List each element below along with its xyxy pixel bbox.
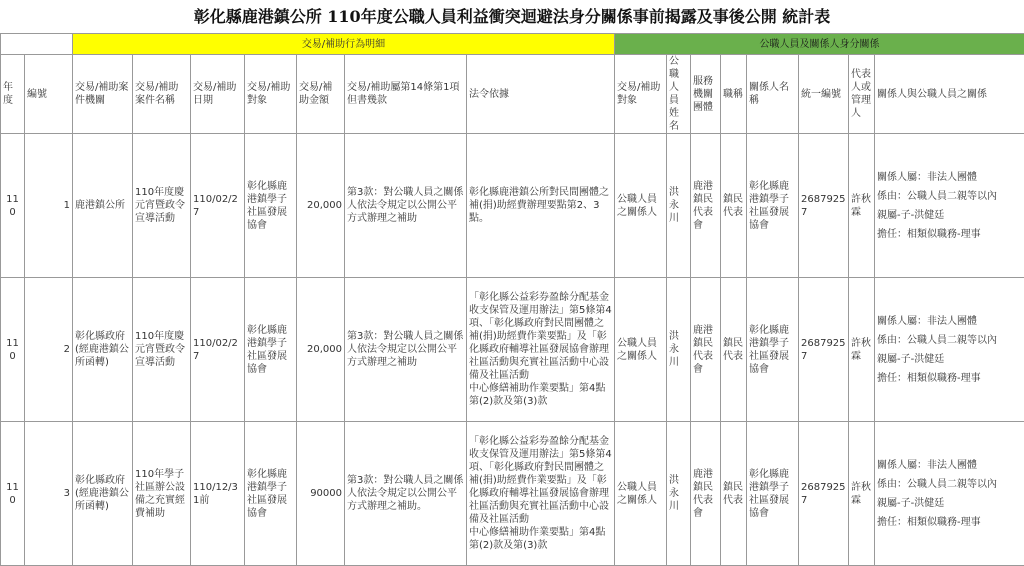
cell-relationship: [875, 278, 1024, 422]
cell-party: 公職人員之關係人: [615, 134, 667, 278]
header-row: [1, 55, 1024, 134]
cell-date: 110/02/27: [191, 278, 245, 422]
cell-representative: 許秋霖: [849, 134, 875, 278]
cell-year: 110: [1, 278, 25, 422]
cell-year: 110: [1, 422, 25, 566]
cell-agency: 彰化縣政府(經鹿港鎮公所函轉): [73, 278, 133, 422]
cell-target: 彰化縣鹿港鎮學子社區發展協會: [245, 278, 297, 422]
cell-party: 公職人員之關係人: [615, 422, 667, 566]
cell-relation-name: 彰化縣鹿港鎮學子社區發展協會: [747, 422, 799, 566]
cell-relationship: [875, 134, 1024, 278]
cell-clause: 第3款：對公職人員之關係人依法令規定以公開公平方式辦理之補助: [345, 134, 467, 278]
legal-basis-text: [469, 134, 612, 277]
cell-case-name: 110年學子社區辦公設備之充實經費補助: [133, 422, 191, 566]
column-header: 服務機關團體: [691, 55, 721, 134]
relationship-line: 關係人屬：非法人團體: [877, 171, 1022, 184]
cell-tax-id: 26879257: [799, 422, 849, 566]
cell-representative: 許秋霖: [849, 278, 875, 422]
relationship-line: 關係人屬：非法人團體: [877, 459, 1022, 472]
cell-legal-basis: [467, 422, 615, 566]
cell-case-name: 110年度慶元宵暨政令宣導活動: [133, 134, 191, 278]
column-header: 編號: [25, 55, 73, 134]
cell-relation-name: 彰化縣鹿港鎮學子社區發展協會: [747, 134, 799, 278]
cell-legal-basis: [467, 278, 615, 422]
cell-date: 110/02/27: [191, 134, 245, 278]
cell-organization: 鹿港鎮民代表會: [691, 422, 721, 566]
cell-legal-basis: [467, 134, 615, 278]
relationship-line: 親屬-子-洪健廷: [877, 497, 1022, 510]
legal-basis-line: 中心修繕補助作業要點」第4點第(2)款及第(3)款: [469, 382, 612, 408]
cell-amount: 90000: [297, 422, 345, 566]
relationship-line: 關係人屬：非法人團體: [877, 315, 1022, 328]
column-header: 公職人員姓名: [667, 55, 691, 134]
column-header: 交易/補助對象: [615, 55, 667, 134]
cell-date: 110/12/31前: [191, 422, 245, 566]
band-blank: [1, 34, 73, 55]
cell-target: 彰化縣鹿港鎮學子社區發展協會: [245, 134, 297, 278]
cell-relationship: [875, 422, 1024, 566]
cell-amount: 20,000: [297, 134, 345, 278]
legal-basis-line: 「彰化縣公益彩券盈餘分配基金收支保管及運用辦法」第5條第4項、「彰化縣政府對民間團體之補(捐)助經費作業要點」及「彰化縣政府輔導社區發展協會辦理社區活動與充實社區活動中心設備及社區活動: [469, 435, 612, 526]
column-header: 交易/補助金額: [297, 55, 345, 134]
column-header: 職稱: [721, 55, 747, 134]
cell-official-name: 洪永川: [667, 278, 691, 422]
cell-amount: 20,000: [297, 278, 345, 422]
relationship-line: 擔任：相類似職務-理事: [877, 372, 1022, 385]
column-header: 交易/補助對象: [245, 55, 297, 134]
cell-case-name: 110年度慶元宵暨政令宣導活動: [133, 278, 191, 422]
cell-official-name: 洪永川: [667, 134, 691, 278]
cell-number: 3: [25, 422, 73, 566]
page-title: 彰化縣鹿港鎮公所 110年度公職人員利益衝突迴避法身分關係事前揭露及事後公開 統計表: [0, 0, 1024, 33]
table-row: [1, 134, 1024, 278]
cell-clause: 第3款：對公職人員之關係人依法令規定以公開公平方式辦理之補助: [345, 278, 467, 422]
cell-target: 彰化縣鹿港鎮學子社區發展協會: [245, 422, 297, 566]
cell-representative: 許秋霖: [849, 422, 875, 566]
cell-clause: 第3款：對公職人員之關係人依法令規定以公開公平方式辦理之補助。: [345, 422, 467, 566]
cell-official-name: 洪永川: [667, 422, 691, 566]
cell-number: 2: [25, 278, 73, 422]
relationship-line: 係由：公職人員二親等以內: [877, 190, 1022, 203]
relationship-line: 親屬-子-洪健廷: [877, 353, 1022, 366]
column-header: 年度: [1, 55, 25, 134]
legal-basis-text: [469, 278, 612, 421]
legal-basis-text: [469, 422, 612, 565]
band-transaction-details: 交易/補助行為明細: [73, 34, 615, 55]
band-relationship: 公職人員及關係人身分關係: [615, 34, 1024, 55]
relationship-line: 係由：公職人員二親等以內: [877, 334, 1022, 347]
cell-agency: 彰化縣政府(經鹿港鎮公所函轉): [73, 422, 133, 566]
cell-agency: 鹿港鎮公所: [73, 134, 133, 278]
column-header: 代表人或管理人: [849, 55, 875, 134]
legal-basis-line: 「彰化縣公益彩券盈餘分配基金收支保管及運用辦法」第5條第4項、「彰化縣政府對民間團體之補(捐)助經費作業要點」及「彰化縣政府輔導社區發展協會辦理社區活動與充實社區活動中心設備及社區活動: [469, 291, 612, 382]
column-header: 關係人名稱: [747, 55, 799, 134]
cell-organization: 鹿港鎮民代表會: [691, 134, 721, 278]
table-body: [1, 134, 1024, 566]
column-header: 法令依據: [467, 55, 615, 134]
legal-basis-line: 彰化縣鹿港鎮公所對民間團體之補(捐)助經費辦理要點第2、3點。: [469, 186, 612, 225]
cell-position: 鎮民代表: [721, 134, 747, 278]
cell-tax-id: 26879257: [799, 134, 849, 278]
relationship-line: 係由：公職人員二親等以內: [877, 478, 1022, 491]
cell-party: 公職人員之關係人: [615, 278, 667, 422]
column-header: 交易/補助日期: [191, 55, 245, 134]
band-row: [1, 34, 1024, 55]
cell-relation-name: 彰化縣鹿港鎮學子社區發展協會: [747, 278, 799, 422]
table-row: [1, 278, 1024, 422]
table-row: [1, 422, 1024, 566]
cell-position: 鎮民代表: [721, 422, 747, 566]
column-header: 交易/補助屬第14條第1項但書幾款: [345, 55, 467, 134]
relationship-line: 擔任：相類似職務-理事: [877, 516, 1022, 529]
cell-year: 110: [1, 134, 25, 278]
cell-organization: 鹿港鎮民代表會: [691, 278, 721, 422]
statistics-table: [0, 33, 1024, 566]
column-header: 關係人與公職人員之關係: [875, 55, 1024, 134]
cell-tax-id: 26879257: [799, 278, 849, 422]
relationship-line: 親屬-子-洪健廷: [877, 209, 1022, 222]
cell-number: 1: [25, 134, 73, 278]
cell-position: 鎮民代表: [721, 278, 747, 422]
legal-basis-line: 中心修繕補助作業要點」第4點第(2)款及第(3)款: [469, 526, 612, 552]
column-header: 交易/補助案件名稱: [133, 55, 191, 134]
column-header: 交易/補助案件機關: [73, 55, 133, 134]
relationship-line: 擔任：相類似職務-理事: [877, 228, 1022, 241]
column-header: 統一編號: [799, 55, 849, 134]
